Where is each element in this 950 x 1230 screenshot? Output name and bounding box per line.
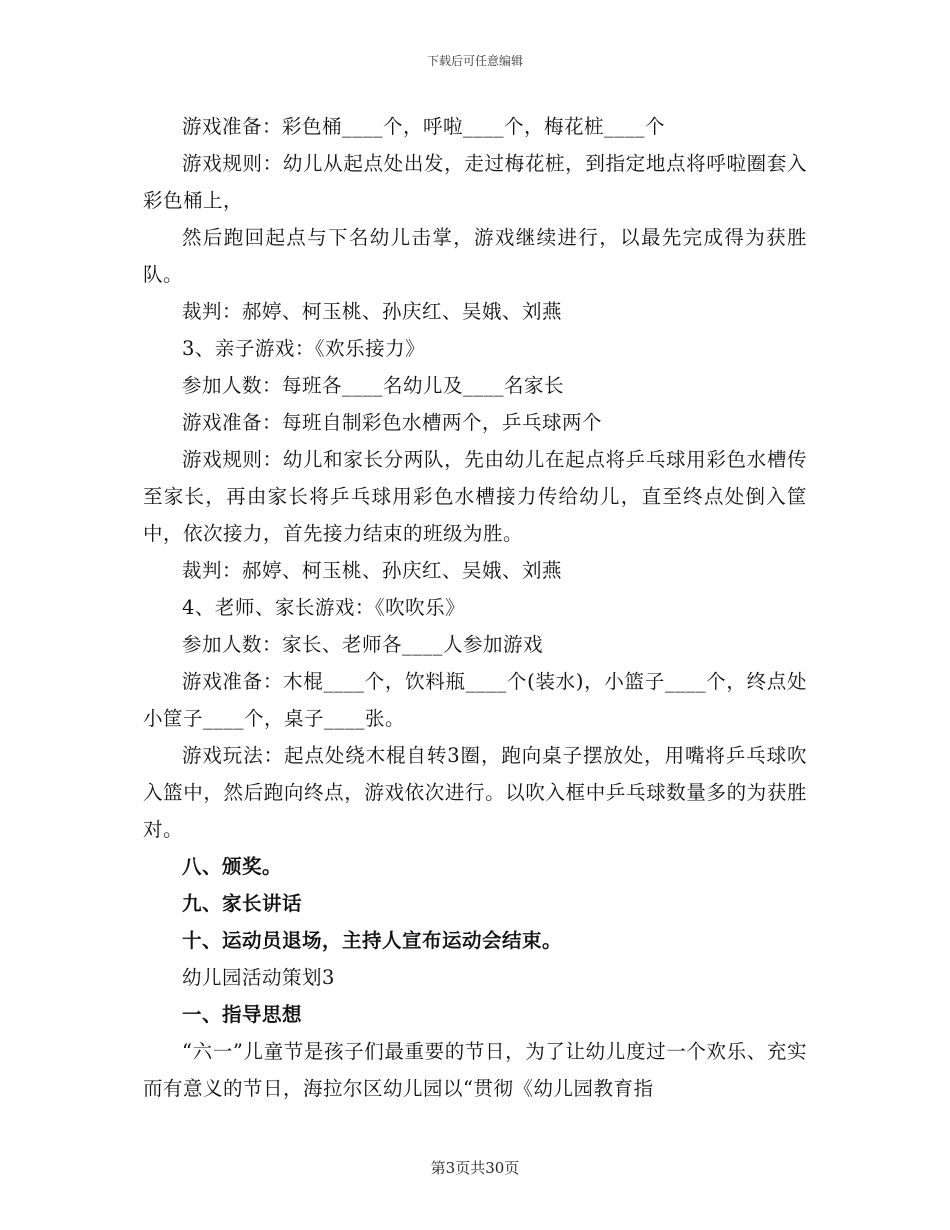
paragraph-participants: 参加人数：每班各____名幼儿及____名家长 (182, 374, 565, 397)
paragraph-game-prep: 游戏准备：彩色桶____个，呼啦____个，梅花桩____个 (182, 115, 666, 138)
paragraph-heading-parent-child-game: 3、亲子游戏：《欢乐接力》 (182, 337, 426, 360)
paragraph-game-prep-3: 游戏准备：木棍____个，饮料瓶____个(装水)，小篮子____个，终点处小筐子____个，桌子____张。 (143, 670, 807, 730)
paragraph-guiding-ideology: “六一”儿童节是孩子们最重要的节日，为了让幼儿度过一个欢乐、充实而有意义的节日，海拉尔区幼儿园以“贯彻《幼儿园教育指 (143, 1040, 807, 1100)
page-header: 下载后可任意编辑 (426, 54, 523, 68)
paragraph-referees-2: 裁判：郝婷、柯玉桃、孙庆红、吴娥、刘燕 (182, 559, 563, 582)
heading-closing: 十、运动员退场，主持人宣布运动会结束。 (182, 929, 563, 952)
document-body (143, 108, 807, 1107)
heading-guiding-ideology: 一、指导思想 (182, 1003, 303, 1026)
paragraph-game-prep-2: 游戏准备：每班自制彩色水槽两个，乒乓球两个 (182, 411, 603, 434)
paragraph-game-rules-cont: 然后跑回起点与下名幼儿击掌，游戏继续进行，以最先完成得为获胜队。 (143, 226, 807, 286)
paragraph-heading-teacher-parent-game: 4、老师、家长游戏：《吹吹乐》 (182, 596, 466, 619)
paragraph-referees: 裁判：郝婷、柯玉桃、孙庆红、吴娥、刘燕 (182, 300, 563, 323)
paragraph-participants-2: 参加人数：家长、老师各____人参加游戏 (182, 633, 544, 656)
paragraph-game-play: 游戏玩法：起点处绕木棍自转3圈，跑向桌子摆放处，用嘴将乒乓球吹入篮中，然后跑向终点，游戏依次进行。以吹入框中乒乓球数量多的为获胜对。 (143, 744, 807, 841)
paragraph-game-rules-2: 游戏规则：幼儿和家长分两队，先由幼儿在起点将乒乓球用彩色水槽传至家长，再由家长将乒乓球用彩色水槽接力传给幼儿，直至终点处倒入筐中，依次接力，首先接力结束的班级为胜。 (143, 448, 807, 545)
page-footer: 第3页共30页 (430, 1159, 520, 1177)
heading-parent-speech: 九、家长讲话 (182, 892, 303, 915)
section-title-plan-3: 幼儿园活动策划3 (182, 966, 335, 989)
heading-awards: 八、颁奖。 (182, 855, 283, 878)
paragraph-game-rules: 游戏规则：幼儿从起点处出发，走过梅花桩，到指定地点将呼啦圈套入彩色桶上， (143, 152, 807, 212)
